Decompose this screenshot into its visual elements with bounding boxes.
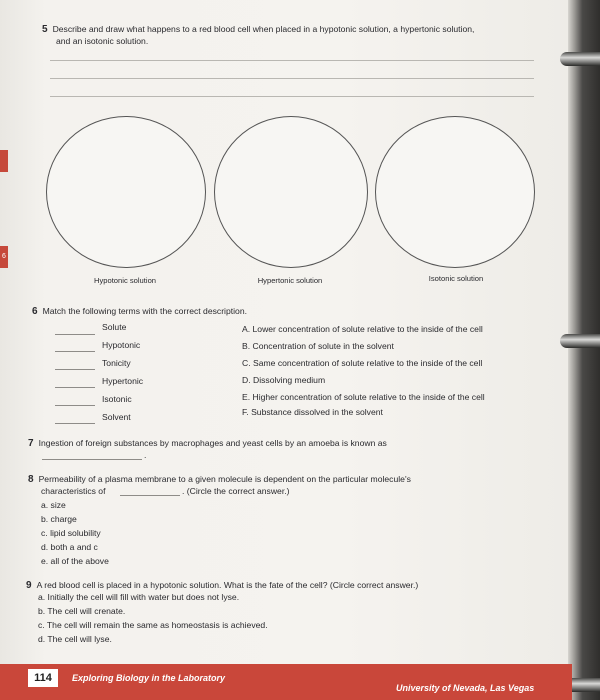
- description-b: B. Concentration of solute in the solvent: [242, 341, 394, 351]
- binder-ring-2: [560, 334, 600, 348]
- match-blank[interactable]: [55, 423, 95, 424]
- isotonic-drawing-circle[interactable]: [375, 116, 535, 268]
- term-hypertonic: Hypertonic: [102, 376, 144, 386]
- question-8-option-b[interactable]: b. charge: [41, 514, 77, 524]
- term-tonicity: Tonicity: [102, 358, 131, 368]
- page-number: 114: [28, 669, 58, 687]
- binder-edge: [568, 0, 600, 700]
- match-blank[interactable]: [55, 405, 95, 406]
- book-title: Exploring Biology in the Laboratory: [72, 673, 226, 683]
- binder-ring-1: [560, 52, 600, 66]
- isotonic-label: Isotonic solution: [428, 274, 484, 283]
- term-hypotonic: Hypotonic: [102, 340, 141, 350]
- question-6-title: 6 Match the following terms with the correct description.: [32, 306, 247, 317]
- question-9-option-c[interactable]: c. The cell will remain the same as homeostasis is achieved.: [38, 620, 268, 630]
- question-7: 7 Ingestion of foreign substances by macrophages and yeast cells by an amoeba is known as: [28, 438, 387, 449]
- hypotonic-drawing-circle[interactable]: [46, 116, 206, 268]
- term-solvent: Solvent: [102, 412, 131, 422]
- question-8-option-a[interactable]: a. size: [41, 500, 66, 510]
- side-tab-top: [0, 150, 8, 172]
- question-8-option-c[interactable]: c. lipid solubility: [41, 528, 101, 538]
- hypertonic-drawing-circle[interactable]: [214, 116, 368, 268]
- description-f: F. Substance dissolved in the solvent: [242, 407, 383, 417]
- question-8-option-e[interactable]: e. all of the above: [41, 556, 109, 566]
- question-5-line1: 5 Describe and draw what happens to a red blood cell when placed in a hypotonic solution, a hypertonic solution,: [42, 24, 475, 35]
- question-8-line2a: characteristics of: [41, 486, 106, 496]
- answer-line: [50, 60, 534, 61]
- description-a: A. Lower concentration of solute relative to the inside of the cell: [242, 324, 483, 334]
- hypotonic-label: Hypotonic solution: [93, 276, 157, 285]
- match-blank[interactable]: [55, 387, 95, 388]
- description-c: C. Same concentration of solute relative to the inside of the cell: [242, 358, 483, 368]
- description-d: D. Dissolving medium: [242, 375, 326, 385]
- question-8-line2b: . (Circle the correct answer.): [182, 486, 290, 496]
- question-9: 9 A red blood cell is placed in a hypotonic solution. What is the fate of the cell? (Circle correct answer.): [26, 580, 419, 591]
- question-9-option-a[interactable]: a. Initially the cell will fill with water but does not lyse.: [38, 592, 240, 602]
- term-solute: Solute: [102, 322, 127, 332]
- side-tab-number: 6: [0, 246, 8, 268]
- question-9-option-d[interactable]: d. The cell will lyse.: [38, 634, 112, 644]
- answer-line: [50, 78, 534, 79]
- publisher-name: University of Nevada, Las Vegas: [396, 683, 535, 693]
- question-9-option-b[interactable]: b. The cell will crenate.: [38, 606, 126, 616]
- description-e: E. Higher concentration of solute relative to the inside of the cell: [242, 392, 485, 402]
- match-blank[interactable]: [55, 351, 95, 352]
- question-7-answer-blank[interactable]: [42, 459, 142, 460]
- hypertonic-label: Hypertonic solution: [257, 276, 323, 285]
- question-7-period: .: [144, 450, 147, 460]
- question-8-answer-blank[interactable]: [120, 495, 180, 496]
- question-8-line1: 8 Permeability of a plasma membrane to a given molecule is dependent on the particular molecule's: [28, 474, 411, 485]
- question-8-option-d[interactable]: d. both a and c: [41, 542, 98, 552]
- term-isotonic: Isotonic: [102, 394, 132, 404]
- match-blank[interactable]: [55, 334, 95, 335]
- question-5-line2: and an isotonic solution.: [56, 36, 149, 46]
- match-blank[interactable]: [55, 369, 95, 370]
- answer-line: [50, 96, 534, 97]
